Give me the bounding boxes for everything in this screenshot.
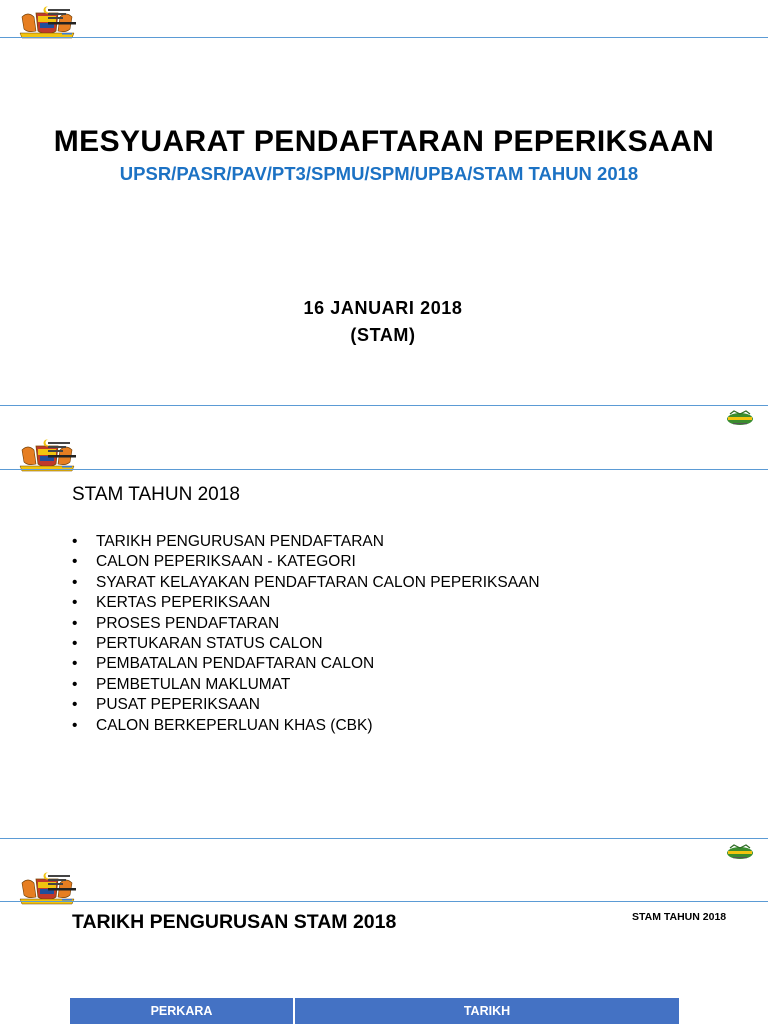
list-item: • PEMBETULAN MAKLUMAT bbox=[72, 675, 291, 693]
list-item: • PROSES PENDAFTARAN bbox=[72, 614, 280, 632]
crest-logo bbox=[14, 5, 110, 52]
header-rule bbox=[0, 901, 768, 902]
schedule-table-header bbox=[70, 998, 679, 1024]
column-header-tarikh: TARIKH bbox=[295, 998, 679, 1024]
list-item: • CALON BERKEPERLUAN KHAS (CBK) bbox=[72, 716, 373, 734]
slide-top-rule bbox=[0, 405, 768, 406]
presentation-title: MESYUARAT PENDAFTARAN PEPERIKSAAN bbox=[53, 125, 715, 158]
presentation-subtitle: UPSR/PASR/PAV/PT3/SPMU/SPM/UPBA/STAM TAHUN 2018 bbox=[119, 163, 639, 184]
list-item: • PUSAT PEPERIKSAAN bbox=[72, 696, 260, 714]
list-item: • KERTAS PEPERIKSAAN bbox=[72, 594, 271, 612]
slide-top-rule bbox=[0, 838, 768, 839]
malaysia-coat-of-arms-icon bbox=[14, 5, 110, 47]
schedule-slide bbox=[0, 838, 768, 1024]
list-item: • PEMBATALAN PENDAFTARAN CALON bbox=[72, 655, 375, 673]
list-item: • CALON PEPERIKSAAN - KATEGORI bbox=[72, 553, 356, 571]
malaysia-coat-of-arms-icon bbox=[14, 871, 110, 913]
corner-label: STAM TAHUN 2018 bbox=[632, 911, 727, 923]
title-slide bbox=[0, 0, 768, 404]
malaysia-coat-of-arms-icon bbox=[14, 438, 110, 480]
list-item: • SYARAT KELAYAKAN PENDAFTARAN CALON PEPERIKSAAN bbox=[72, 573, 540, 591]
crest-logo bbox=[14, 438, 110, 485]
agenda-list bbox=[72, 532, 540, 736]
exam-name: (STAM) bbox=[350, 325, 416, 345]
column-header-perkara: PERKARA bbox=[70, 998, 295, 1024]
list-item: • TARIKH PENGURUSAN PENDAFTARAN bbox=[72, 533, 384, 550]
meeting-date: 16 JANUARI 2018 bbox=[303, 298, 463, 318]
section-title: TARIKH PENGURUSAN STAM 2018 bbox=[72, 911, 397, 933]
emblem-logo bbox=[724, 410, 756, 433]
examination-board-emblem-icon bbox=[724, 410, 756, 428]
section-title: STAM TAHUN 2018 bbox=[72, 484, 240, 505]
examination-board-emblem-icon bbox=[724, 844, 756, 862]
emblem-logo bbox=[724, 844, 756, 867]
header-rule bbox=[0, 469, 768, 470]
agenda-slide bbox=[0, 404, 768, 838]
header-rule bbox=[0, 37, 768, 38]
list-item: • PERTUKARAN STATUS CALON bbox=[72, 634, 323, 652]
